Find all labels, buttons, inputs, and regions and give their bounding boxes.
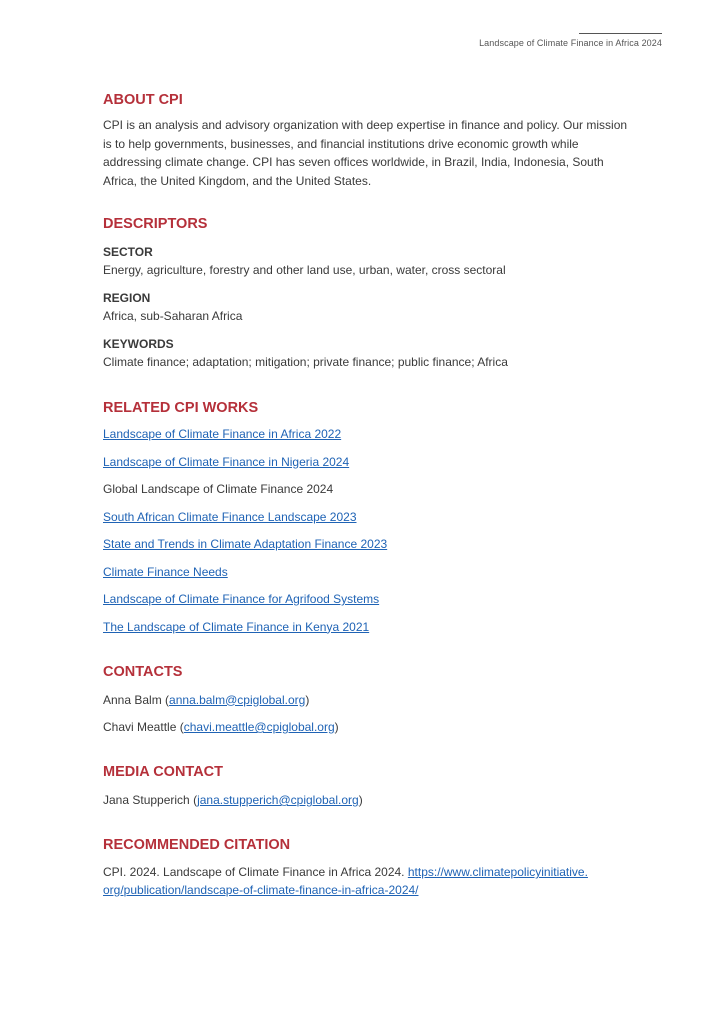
contact-email-link[interactable]: anna.balm@cpiglobal.org (169, 692, 306, 707)
related-work-link[interactable]: Landscape of Climate Finance in Africa 2022 (103, 427, 342, 441)
related-work-link[interactable]: Climate Finance Needs (103, 564, 228, 579)
contacts-section (103, 662, 633, 736)
about-section (103, 90, 633, 190)
sector-label: SECTOR (103, 245, 153, 259)
citation-heading: RECOMMENDED CITATION (103, 837, 291, 853)
citation-section (103, 835, 633, 899)
region-label: REGION (103, 291, 151, 305)
keywords-value: Climate finance; adaptation; mitigation; private finance; public finance; Africa (103, 355, 508, 369)
contact-entry: Chavi Meattle (chavi.meattle@cpiglobal.org) (103, 720, 339, 734)
contact-name: Chavi Meattle (103, 720, 177, 734)
related-works-section (103, 398, 633, 635)
descriptors-heading: DESCRIPTORS (103, 216, 208, 232)
related-work-text: Global Landscape of Climate Finance 2024 (103, 482, 334, 496)
contact-email-link[interactable]: chavi.meattle@cpiglobal.org (183, 720, 335, 734)
related-work-link[interactable]: Landscape of Climate Finance for Agrifood Systems (103, 592, 380, 606)
media-contact-email-link[interactable]: jana.stupperich@cpiglobal.org (197, 793, 359, 807)
header-rule (579, 33, 662, 34)
media-contact-section (103, 762, 633, 808)
citation-text-block (103, 863, 633, 899)
related-works-heading: RELATED CPI WORKS (103, 400, 259, 416)
keywords-label: KEYWORDS (103, 337, 174, 351)
contact-name: Anna Balm (103, 692, 162, 707)
region-value: Africa, sub-Saharan Africa (103, 309, 243, 323)
about-heading: ABOUT CPI (103, 92, 183, 108)
media-contact-entry: Jana Stupperich (jana.stupperich@cpiglobal.org) (103, 793, 363, 807)
contact-entry: Anna Balm (anna.balm@cpiglobal.org) (103, 692, 310, 707)
media-contact-name: Jana Stupperich (103, 793, 190, 807)
descriptors-section (103, 214, 633, 371)
page-content (103, 90, 633, 899)
related-work-link[interactable]: South African Climate Finance Landscape 2023 (103, 509, 357, 524)
related-works-list (103, 426, 633, 635)
sector-value: Energy, agriculture, forestry and other land use, urban, water, cross sectoral (103, 263, 506, 277)
running-header: Landscape of Climate Finance in Africa 2024 (479, 38, 662, 48)
citation-text: CPI. 2024. Landscape of Climate Finance in Africa 2024. (103, 865, 405, 879)
citation-url-link[interactable]: https://www.climatepolicyinitiative. (407, 865, 588, 879)
related-work-link[interactable]: The Landscape of Climate Finance in Kenya 2021 (103, 619, 370, 634)
related-work-link[interactable]: Landscape of Climate Finance in Nigeria 2024 (103, 454, 350, 469)
related-work-link[interactable]: State and Trends in Climate Adaptation Finance 2023 (103, 537, 388, 551)
contacts-heading: CONTACTS (103, 663, 183, 680)
media-contact-heading: MEDIA CONTACT (103, 764, 224, 780)
about-text: CPI is an analysis and advisory organization with deep expertise in finance and policy. Our mission is to help governments, businesses, and financial institutions drive economic growth while addressing climate change. CPI has seven offices worldwide, in Brazil, India, Indonesia, South Africa, the United Kingdom, and the United States. (103, 118, 628, 188)
citation-url-link-continued[interactable]: org/publication/landscape-of-climate-finance-in-africa-2024/ (103, 883, 419, 897)
